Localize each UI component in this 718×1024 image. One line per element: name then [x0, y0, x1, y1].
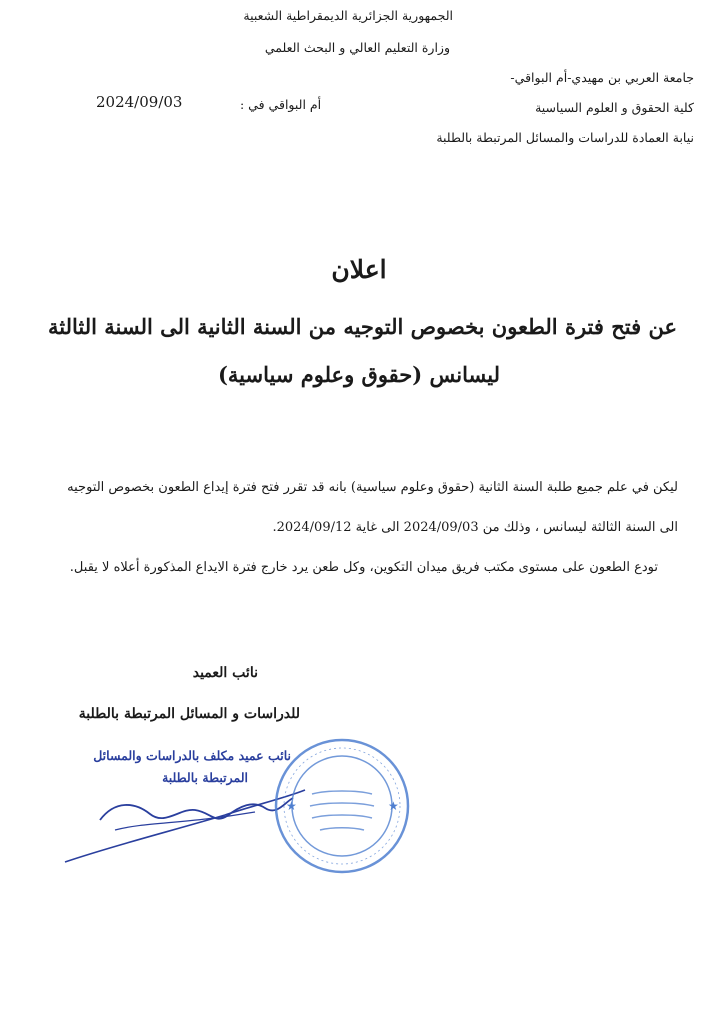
announcement-subtitle-line2: ليسانس (حقوق وعلوم سياسية) — [217, 362, 501, 387]
signatory-title: نائب العميد — [192, 665, 258, 681]
stamp-caption-line1: نائب عميد مكلف بالدراسات والمسائل — [93, 748, 291, 763]
official-stamp — [272, 736, 412, 876]
svg-text:★: ★ — [388, 799, 399, 813]
body-paragraph1-line2: الى السنة الثالثة ليسانس ، وذلك من 2024/09/03 الى غاية 2024/09/12. — [272, 520, 678, 535]
place-date-label: أم البواقي في : — [240, 97, 322, 112]
signatory-department: للدراسات و المسائل المرتبطة بالطلبة — [78, 706, 300, 722]
ministry-heading: وزارة التعليم العالي و البحث العلمي — [264, 40, 450, 55]
republic-heading: الجمهورية الجزائرية الديمقراطية الشعبية — [243, 8, 453, 23]
body-paragraph2: تودع الطعون على مستوى مكتب فريق ميدان التكوين، وكل طعن يرد خارج فترة الايداع المذكورة أعلاه لا يقبل. — [69, 560, 658, 575]
svg-text:★: ★ — [286, 799, 297, 813]
deanery-name: نيابة العمادة للدراسات والمسائل المرتبطة بالطلبة — [436, 130, 694, 145]
announcement-title: اعلان — [331, 255, 387, 284]
university-name: جامعة العربي بن مهيدي-أم البواقي- — [510, 70, 694, 85]
faculty-name: كلية الحقوق و العلوم السياسية — [535, 100, 694, 115]
document-date: 2024/09/03 — [96, 93, 183, 111]
body-paragraph1-line1: ليكن في علم جميع طلبة السنة الثانية (حقوق وعلوم سياسية) بانه قد تقرر فتح فترة إيداع الطعون بخصوص التوجيه — [67, 480, 678, 495]
announcement-subtitle-line1: عن فتح فترة الطعون بخصوص التوجيه من السنة الثانية الى السنة الثالثة — [47, 314, 677, 339]
stamp-caption-line2: المرتبطة بالطلبة — [162, 770, 248, 785]
